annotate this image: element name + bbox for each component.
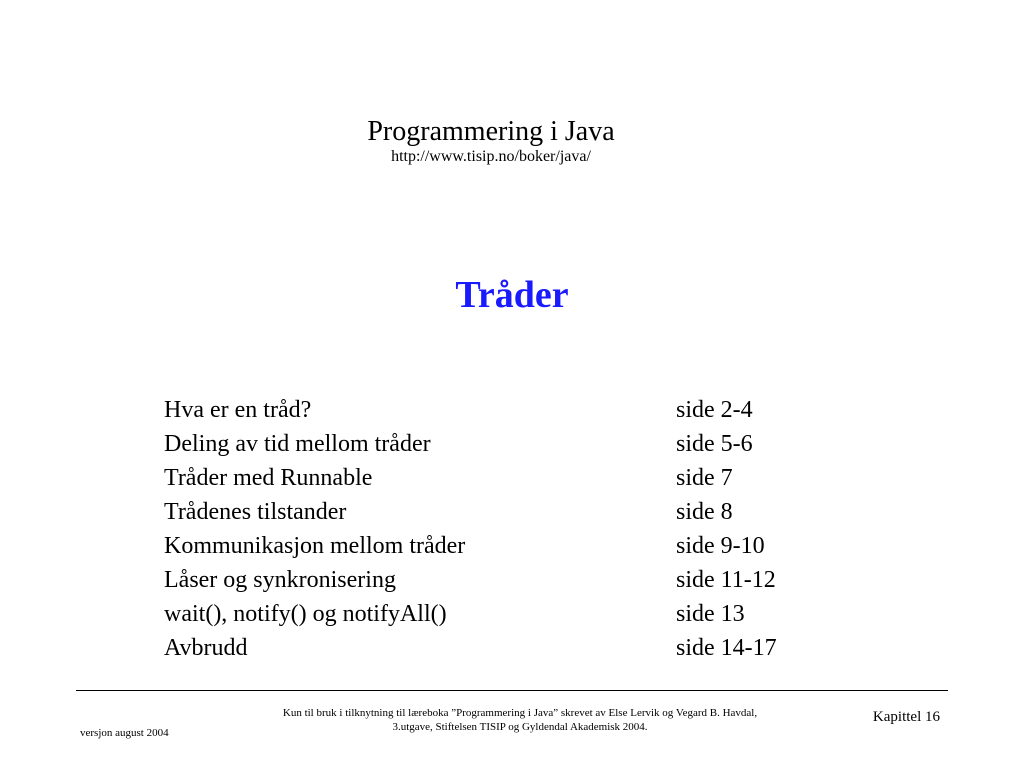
toc-row xyxy=(164,597,864,631)
toc-topic: Kommunikasjon mellom tråder xyxy=(164,533,466,559)
toc-pages: side 7 xyxy=(676,465,733,491)
toc-row xyxy=(164,495,864,529)
toc-row xyxy=(164,427,864,461)
toc-pages: side 5-6 xyxy=(676,431,753,457)
toc-pages: side 13 xyxy=(676,601,745,627)
table-of-contents xyxy=(164,393,864,665)
toc-row xyxy=(164,393,864,427)
footer-chapter-label: Kapittel 16 xyxy=(872,709,940,725)
toc-pages: side 8 xyxy=(676,499,733,525)
footer-credit xyxy=(260,706,780,734)
footer-version: versjon august 2004 xyxy=(80,727,169,739)
toc-topic: wait(), notify() og notifyAll() xyxy=(164,601,447,627)
slide-header xyxy=(0,114,982,166)
chapter-title: Tråder xyxy=(455,274,569,316)
footer-credit-line: Kun til bruk i tilknytning til læreboka ”Programmering i Java” skrevet av Else Lervik og Vegard B. Havdal, xyxy=(282,707,758,719)
toc-topic: Trådenes tilstander xyxy=(164,499,347,525)
toc-pages: side 2-4 xyxy=(676,397,753,423)
footer-divider xyxy=(76,690,948,691)
toc-row xyxy=(164,529,864,563)
toc-topic: Deling av tid mellom tråder xyxy=(164,431,431,457)
book-title: Programmering i Java xyxy=(367,116,615,147)
toc-pages: side 9-10 xyxy=(676,533,765,559)
toc-topic: Tråder med Runnable xyxy=(164,465,373,491)
toc-pages: side 14-17 xyxy=(676,635,777,661)
toc-topic: Låser og synkronisering xyxy=(164,567,396,593)
toc-row xyxy=(164,461,864,495)
toc-row xyxy=(164,563,864,597)
footer-credit-line: 3.utgave, Stiftelsen TISIP og Gyldendal Akademisk 2004. xyxy=(392,721,648,733)
toc-pages: side 11-12 xyxy=(676,567,776,593)
book-url: http://www.tisip.no/boker/java/ xyxy=(391,148,591,165)
toc-row xyxy=(164,631,864,665)
toc-topic: Avbrudd xyxy=(164,635,248,661)
toc-topic: Hva er en tråd? xyxy=(164,397,312,423)
